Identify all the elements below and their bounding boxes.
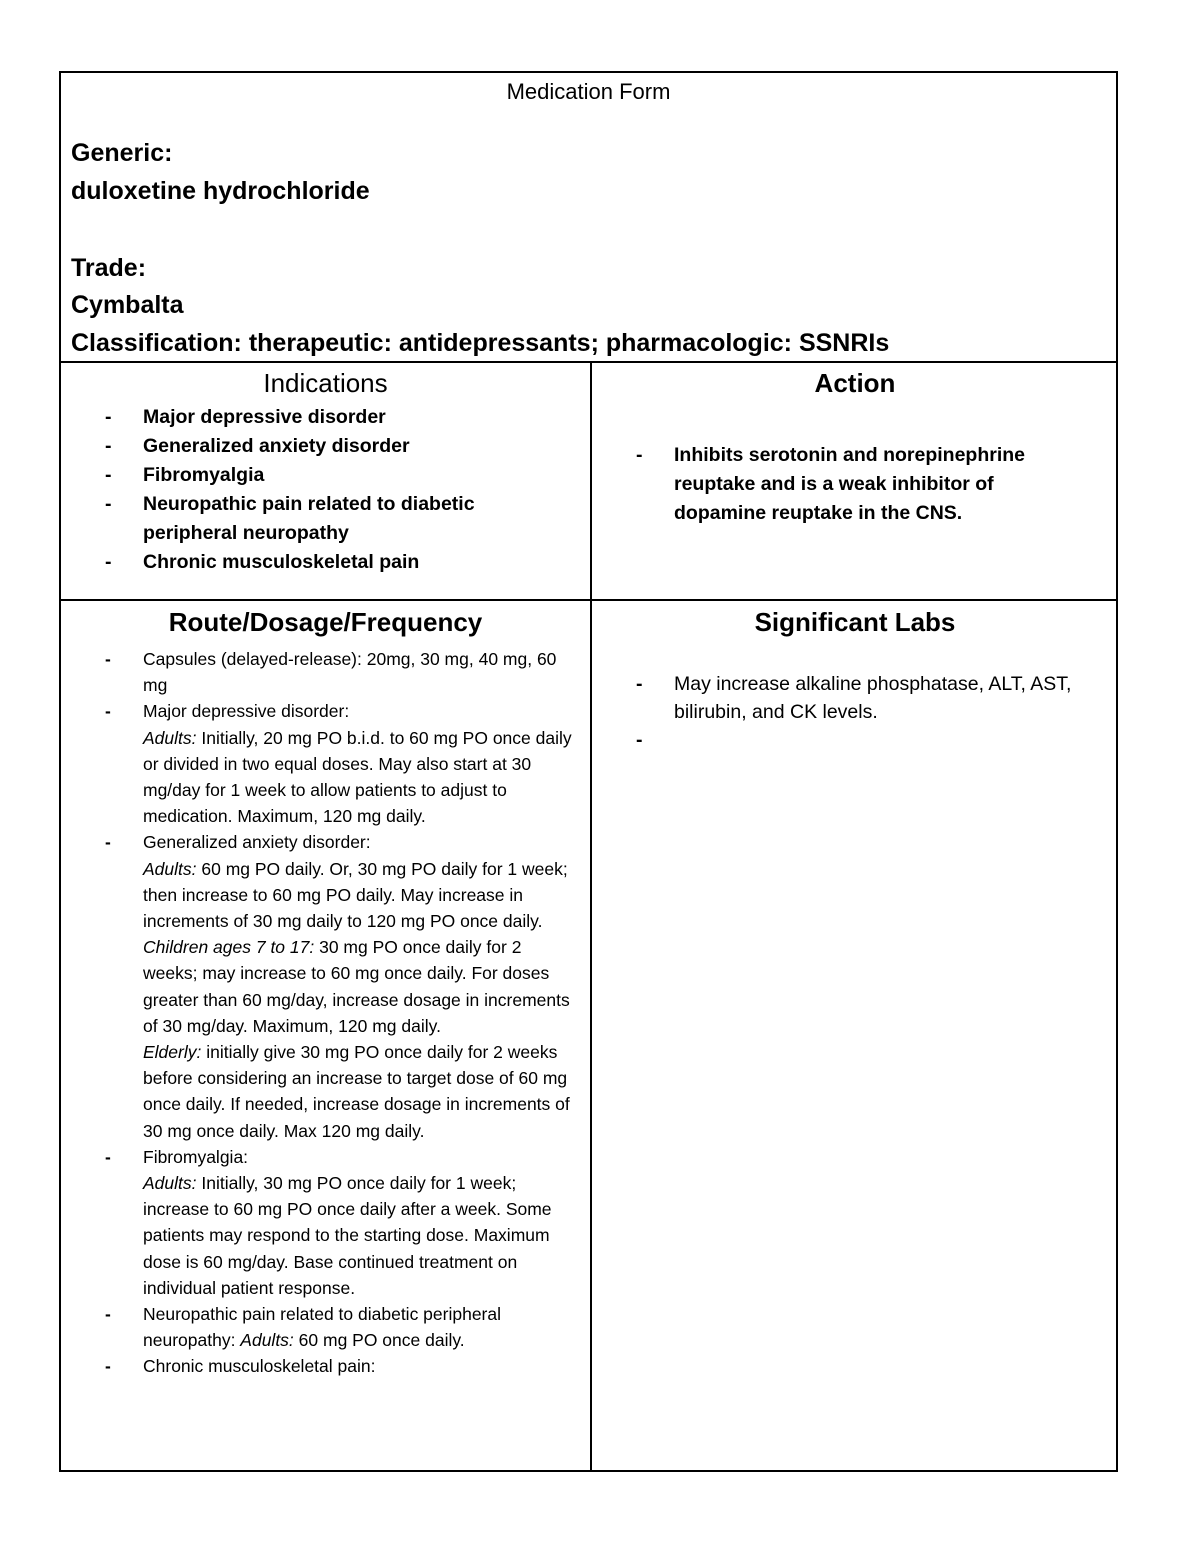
classification: Classification: therapeutic: antidepressants; pharmacologic: SSNRIs <box>71 329 890 357</box>
list-item <box>61 698 590 829</box>
gad-adults <box>143 856 572 935</box>
gad-children <box>143 934 572 1039</box>
list-item <box>61 1144 590 1301</box>
list-item: - Neuropathic pain related to diabetic peripheral neuropathy <box>61 490 590 548</box>
form-title: Medication Form <box>506 79 671 104</box>
dosage-text: Initially, 20 mg PO b.i.d. to 60 mg PO once daily or divided in two equal doses. May also start at 30 mg/day for 1 week to allow patients to adjust to medication. Maximum, 120 mg daily. <box>143 727 572 827</box>
children-label: Children ages 7 to 17: <box>143 937 315 958</box>
list-item: - Chronic musculoskeletal pain <box>61 548 590 577</box>
list-item <box>61 1301 590 1353</box>
indications-list <box>61 403 590 577</box>
adults-label: Adults: <box>143 1173 197 1194</box>
dosage-text: initially give 30 mg PO once daily for 2 weeks before considering an increase to target dose of 60 mg once daily. If needed, increase dosage in increments of 30 mg once daily. Max 120 mg daily. <box>143 1042 570 1141</box>
list-item <box>592 726 1118 754</box>
generic-value: duloxetine hydrochloride <box>71 177 370 205</box>
adults-label: Adults: <box>240 1330 294 1351</box>
dosage-text: 60 mg PO once daily. <box>293 1330 465 1351</box>
form-header <box>61 73 1116 363</box>
action-title: Action <box>814 368 896 398</box>
trade-value: Cymbalta <box>71 291 184 319</box>
list-item: - Capsules (delayed-release): 20mg, 30 mg, 40 mg, 60 mg <box>61 646 590 698</box>
adults-label: Adults: <box>143 858 197 879</box>
list-item: - Fibromyalgia <box>61 461 590 490</box>
list-item: - May increase alkaline phosphatase, ALT, AST, bilirubin, and CK levels. <box>592 670 1118 726</box>
medication-form <box>59 71 1118 1472</box>
indications-cell <box>61 363 592 601</box>
list-item: - Inhibits serotonin and norepinephrine reuptake and is a weak inhibitor of dopamine reuptake in the CNS. <box>592 441 1118 528</box>
list-item: - Generalized anxiety disorder <box>61 432 590 461</box>
fibro-adults <box>143 1173 552 1298</box>
dosage-text: 60 mg PO daily. Or, 30 mg PO daily for 1 week; then increase to 60 mg PO daily. May increase in increments of 30 mg daily to 120 mg PO once daily. <box>143 858 568 932</box>
indications-title: Indications <box>263 368 388 398</box>
list-item <box>61 1353 590 1379</box>
list-item <box>61 829 590 1143</box>
dosage-text: Initially, 30 mg PO once daily for 1 week; increase to 60 mg PO once daily after a week. Some patients may respond to the starting dose. Maximum dose is 60 mg/day. Base continued treatment on individual patient response. <box>143 1173 552 1298</box>
elderly-label: Elderly: <box>143 1042 202 1063</box>
route-dosage-cell <box>61 601 592 1472</box>
route-title: Route/Dosage/Frequency <box>168 607 483 637</box>
gad-heading: - Generalized anxiety disorder: <box>143 832 371 853</box>
list-item: - Major depressive disorder <box>61 403 590 432</box>
chronic-heading: - Chronic musculoskeletal pain: <box>143 1356 376 1377</box>
generic-label: Generic: <box>71 139 173 167</box>
adults-label: Adults: <box>143 727 197 748</box>
action-cell <box>592 363 1118 601</box>
route-list <box>61 646 590 1380</box>
mdd-heading: - Major depressive disorder: <box>143 701 350 722</box>
dosage-text: 30 mg PO once daily for 2 weeks; may increase to 60 mg once daily. For doses greater than 60 mg/day, increase dosage in increments of 30 mg/day. Maximum, 120 mg daily. <box>143 937 570 1036</box>
action-list <box>592 441 1118 528</box>
fibro-heading: - Fibromyalgia: <box>143 1146 249 1167</box>
labs-list <box>592 670 1118 754</box>
significant-labs-cell <box>592 601 1118 1472</box>
mdd-adults <box>143 728 572 827</box>
labs-title: Significant Labs <box>754 607 956 637</box>
trade-label: Trade: <box>71 254 147 282</box>
neuro-heading: Neuropathic pain related to diabetic peripheral neuropathy: <box>143 1304 502 1351</box>
gad-elderly <box>143 1039 572 1144</box>
